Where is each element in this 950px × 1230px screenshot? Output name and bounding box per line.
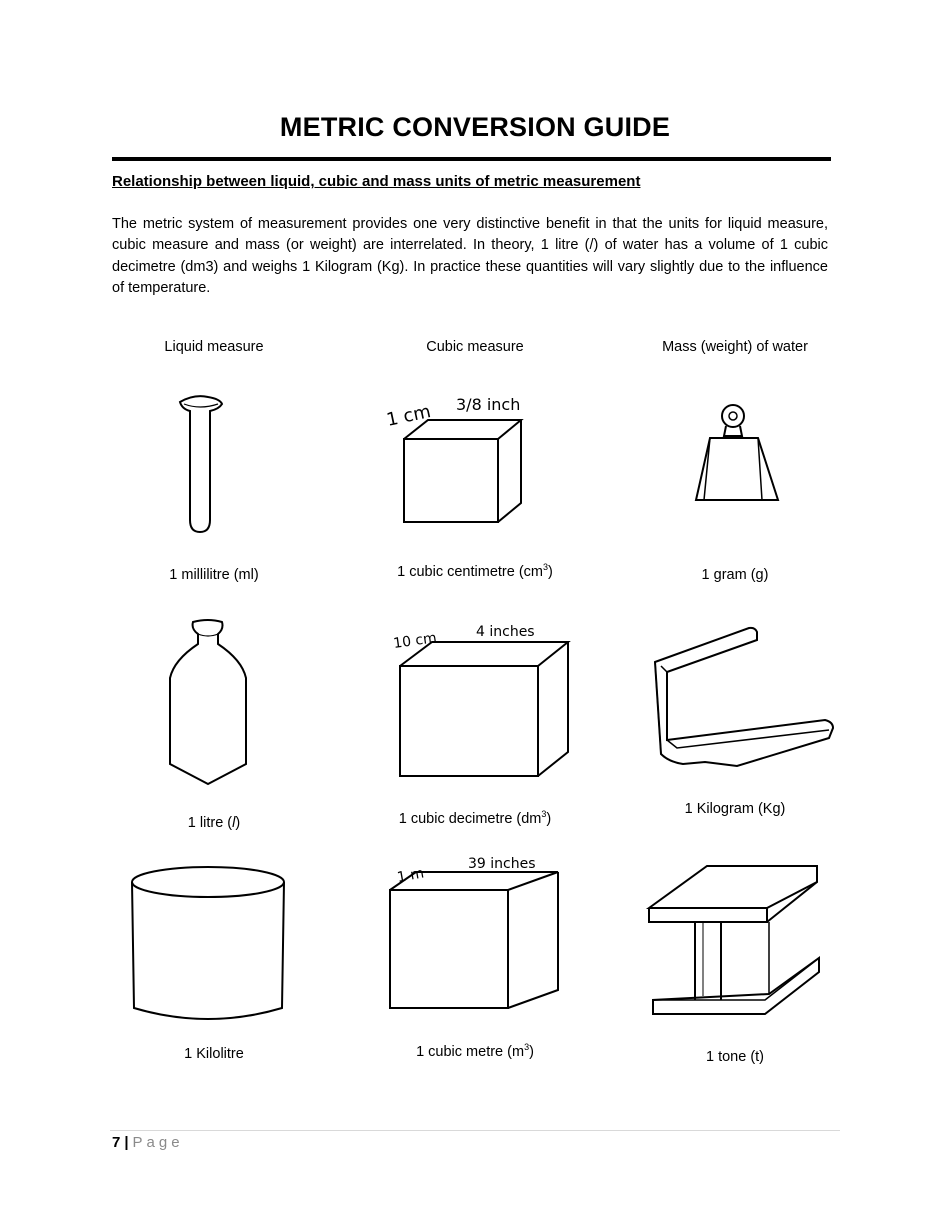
label-1-cubic-centimetre: 1 cubic centimetre $(cm^3)$ [397, 562, 553, 580]
intro-paragraph: The metric system of measurement provides one very distinctive benefit in that the units for liquid measure, cubic measure and mass (or weight) are interrelated. In theory, 1 litre (/) of water has a volume of 1 cubic decimetre (dm3) and weighs 1 Kilogram (Kg). In practice these quantities will vary slightly due to the influence of temperature. [112, 216, 828, 296]
cube-label-imperial: 39 inches [468, 856, 536, 872]
footer-separator: | [124, 1134, 129, 1151]
tonne-i-beam-illustration [645, 862, 825, 1022]
label-1-litre: 1 litre (l) [187, 815, 241, 831]
label-1-kilolitre: 1 Kilolitre [184, 1046, 244, 1062]
label-1-gram: 1 gram (g) [701, 567, 769, 583]
cube-label-imperial: 4 inches [476, 624, 535, 640]
footer-rule [110, 1130, 840, 1131]
cube-label-metric: 10 cm [392, 630, 438, 652]
page-word: Page [132, 1134, 184, 1151]
label-1-kilogram: 1 Kilogram (Kg) [684, 801, 786, 817]
kilogram-angle-illustration [645, 622, 840, 772]
column-header-cubic: Cubic measure [426, 339, 524, 355]
gram-weight-illustration [690, 400, 790, 505]
label-1-tone: 1 tone (t) [705, 1049, 765, 1065]
cube-illustration-cm [382, 388, 552, 528]
label-1-cubic-metre: 1 cubic metre $(m^3)$ [416, 1042, 534, 1060]
cube-label-metric: 1 cm [384, 401, 433, 431]
cube-illustration-m [386, 850, 566, 1015]
label-1-cubic-decimetre: 1 cubic decimetre $(dm^3)$ [398, 809, 552, 827]
column-header-mass: Mass (weight) of water [662, 339, 808, 355]
label-1-millilitre: 1 millilitre (ml) [169, 567, 259, 583]
page-title: METRIC CONVERSION GUIDE [279, 112, 671, 142]
page-number: 7 [112, 1134, 121, 1151]
title-rule [112, 157, 831, 161]
litre-bottle-illustration [160, 618, 260, 790]
section-heading: Relationship between liquid, cubic and mass units of metric measurement [112, 173, 641, 190]
cube-label-metric: 1 m [395, 865, 426, 886]
cube-illustration-dm [388, 618, 578, 788]
kilolitre-cylinder-illustration [126, 860, 294, 1030]
test-tube-illustration [170, 392, 240, 537]
cube-label-imperial: 3/8 inch [456, 395, 521, 414]
column-header-liquid: Liquid measure [164, 339, 264, 355]
page-footer [112, 1134, 184, 1151]
